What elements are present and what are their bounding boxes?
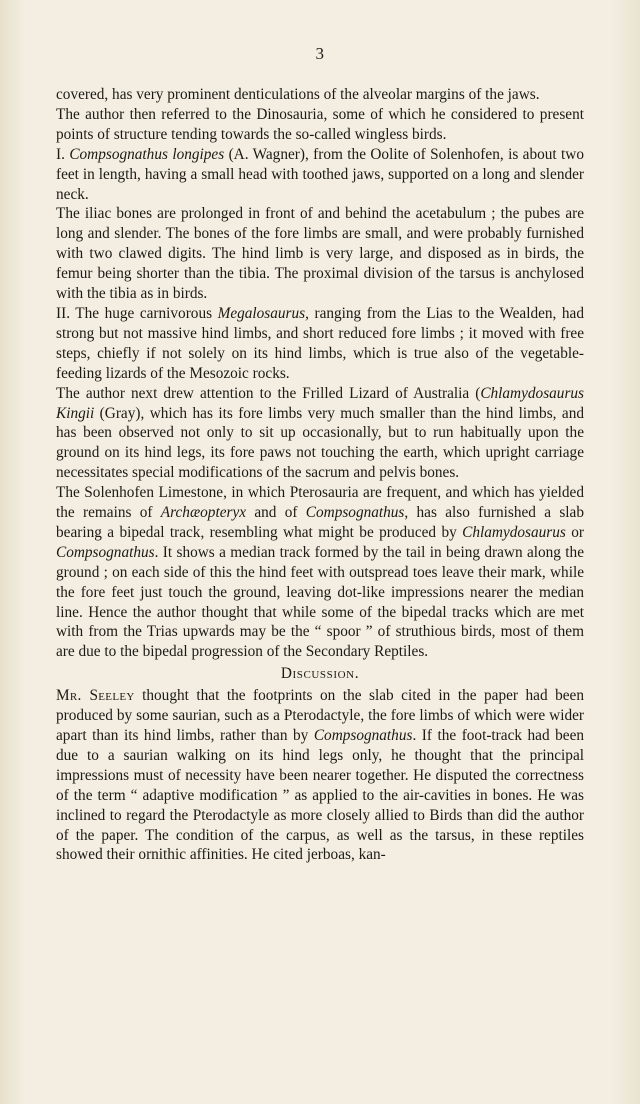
speaker-name: Mr. Seeley [56,687,135,705]
discussion-paragraph [56,686,584,865]
paragraph: The author next drew attention to the Frilled Lizard of Australia (Chlamydosaurus Kingii (Gray), which has its fore limbs very much smaller than the hind limbs, and has been observed not only to sit up occasionally, but to run habitually upon the ground on its hind legs, its fore paws not touching the earth, which upright carriage necessitates special modifications of the sacrum and pelvis bones. [56,384,584,482]
paragraph: The iliac bones are prolonged in front of and behind the acetabulum ; the pubes are long and slender. The bones of the fore limbs are small, and were probably furnished with two clawed digits. The hind limb is very large, and disposed as in birds, the femur being shorter than the tibia. The proximal division of the tarsus is anchylosed with the tibia as in birds. [56,205,584,303]
body-text [56,85,584,865]
paragraph: covered, has very prominent denticulations of the alveolar margins of the jaws. [56,86,540,103]
paragraph: I. Compsognathus longipes (A. Wagner), from the Oolite of Solenhofen, is about two feet in length, having a small head with toothed jaws, supported on a long and slender neck. [56,145,585,203]
paragraph: The Solenhofen Limestone, in which Pterosauria are frequent, and which has yielded the remains of Archæopteryx and of Compsognathus, has also furnished a slab bearing a bipedal track, resembling what might be produced by Chlamydosaurus or Compsognathus. It shows a median track formed by the tail in being drawn along the ground ; on each side of this the hind feet with outspread toes leave their mark, while the fore feet just touch the ground, leaving dot-like impressions nearer the median line. Hence the author thought that while some of the bipedal tracks which are met with from the Trias upwards may be the “ spoor ” of struthious birds, most of them are due to the bipedal progression of the Secondary Reptiles. [56,484,584,661]
discussion-heading: Discussion. [280,665,360,683]
discussion-text: thought that the footprints on the slab cited in the paper had been produced by some saurian, such as a Pterodactyle, the fore limbs of which were wider apart than its hind limbs, rather than by Compsognathus. If the foot-track had been due to a saurian walking on its hind legs only, he thought that the principal impressions must of necessity have been nearer together. He disputed the correctness of the term “ adaptive modification ” as applied to the air-cavities in bones. He was inclined to regard the Pterodactyle as more closely allied to Birds than did the author of the paper. The condition of the carpus, as well as the tarsus, in these reptiles showed their ornithic affinities. He cited jerboas, kan- [56,687,585,864]
paragraph: The author then referred to the Dinosauria, some of which he considered to present points of structure tending towards the so-called wingless birds. [56,105,584,143]
paragraph: II. The huge carnivorous Megalosaurus, ranging from the Lias to the Wealden, had strong but not massive hind limbs, and short reduced fore limbs ; it moved with free steps, chiefly if not solely on its hind limbs, which is true also of the vegetable-feeding lizards of the Mesozoic rocks. [56,304,584,382]
page-number: 3 [315,44,325,63]
